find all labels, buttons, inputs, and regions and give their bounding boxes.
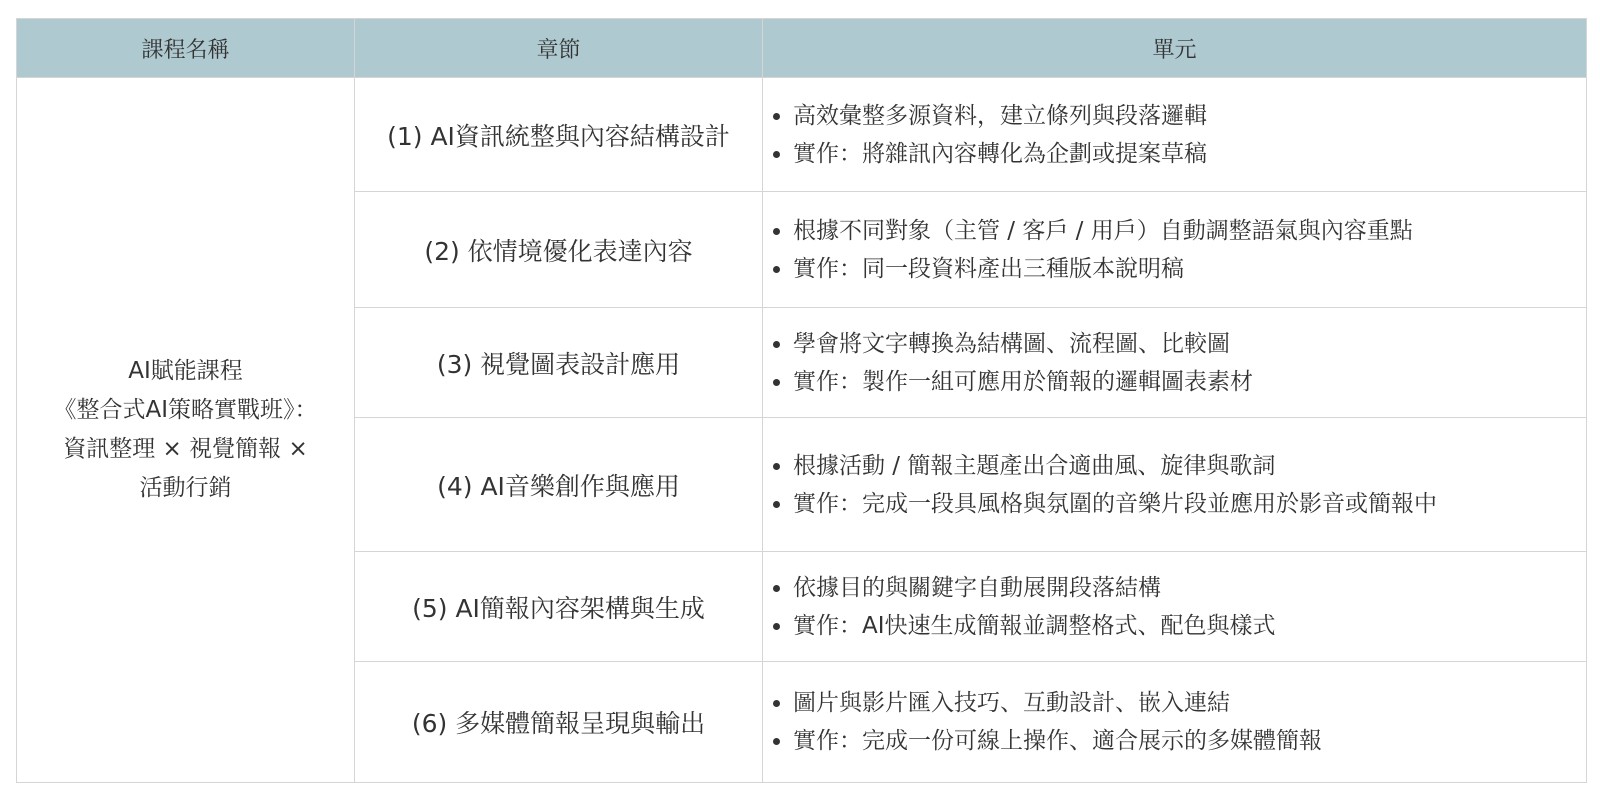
unit-list	[763, 97, 1586, 173]
unit-cell	[763, 418, 1587, 552]
unit-cell	[763, 552, 1587, 662]
chapter-cell: (5) AI簡報內容架構與生成	[355, 552, 763, 662]
chapter-cell: (2) 依情境優化表達內容	[355, 192, 763, 308]
unit-item: • 根據不同對象（主管 / 客戶 / 用戶）自動調整語氣與內容重點	[793, 212, 1586, 250]
unit-item: • 實作：製作一組可應用於簡報的邏輯圖表素材	[793, 363, 1586, 401]
unit-cell	[763, 662, 1587, 783]
unit-list	[763, 569, 1586, 645]
unit-item: • 圖片與影片匯入技巧、互動設計、嵌入連結	[793, 684, 1586, 722]
unit-list	[763, 447, 1586, 523]
unit-list	[763, 212, 1586, 288]
unit-list	[763, 325, 1586, 401]
table-header-row	[17, 19, 1587, 78]
header-course-name: 課程名稱	[17, 19, 355, 78]
unit-item: • 實作：將雜訊內容轉化為企劃或提案草稿	[793, 135, 1586, 173]
course-name-line: 資訊整理 × 視覺簡報 ×	[63, 436, 308, 462]
unit-item: • 根據活動 / 簡報主題產出合適曲風、旋律與歌詞	[793, 447, 1586, 485]
course-name-line: AI賦能課程	[128, 358, 243, 384]
unit-item: • 實作：AI快速生成簡報並調整格式、配色與樣式	[793, 607, 1586, 645]
unit-cell	[763, 78, 1587, 192]
course-name-line: 活動行銷	[139, 475, 232, 501]
unit-item: • 學會將文字轉換為結構圖、流程圖、比較圖	[793, 325, 1586, 363]
curriculum-table	[16, 18, 1587, 783]
unit-item: • 高效彙整多源資料，建立條列與段落邏輯	[793, 97, 1586, 135]
course-name-cell	[17, 78, 355, 783]
unit-item: • 實作：同一段資料產出三種版本說明稿	[793, 250, 1586, 288]
unit-cell	[763, 192, 1587, 308]
unit-list	[763, 684, 1586, 760]
chapter-cell: (3) 視覺圖表設計應用	[355, 308, 763, 418]
header-unit: 單元	[763, 19, 1587, 78]
chapter-cell: (1) AI資訊統整與內容結構設計	[355, 78, 763, 192]
table-row	[17, 78, 1587, 192]
course-name-line: 《整合式AI策略實戰班》：	[53, 397, 318, 423]
header-chapter: 章節	[355, 19, 763, 78]
unit-item: • 實作：完成一段具風格與氛圍的音樂片段並應用於影音或簡報中	[793, 485, 1586, 523]
unit-cell	[763, 308, 1587, 418]
chapter-cell: (6) 多媒體簡報呈現與輸出	[355, 662, 763, 783]
unit-item: • 依據目的與關鍵字自動展開段落結構	[793, 569, 1586, 607]
unit-item: • 實作：完成一份可線上操作、適合展示的多媒體簡報	[793, 722, 1586, 760]
chapter-cell: (4) AI音樂創作與應用	[355, 418, 763, 552]
